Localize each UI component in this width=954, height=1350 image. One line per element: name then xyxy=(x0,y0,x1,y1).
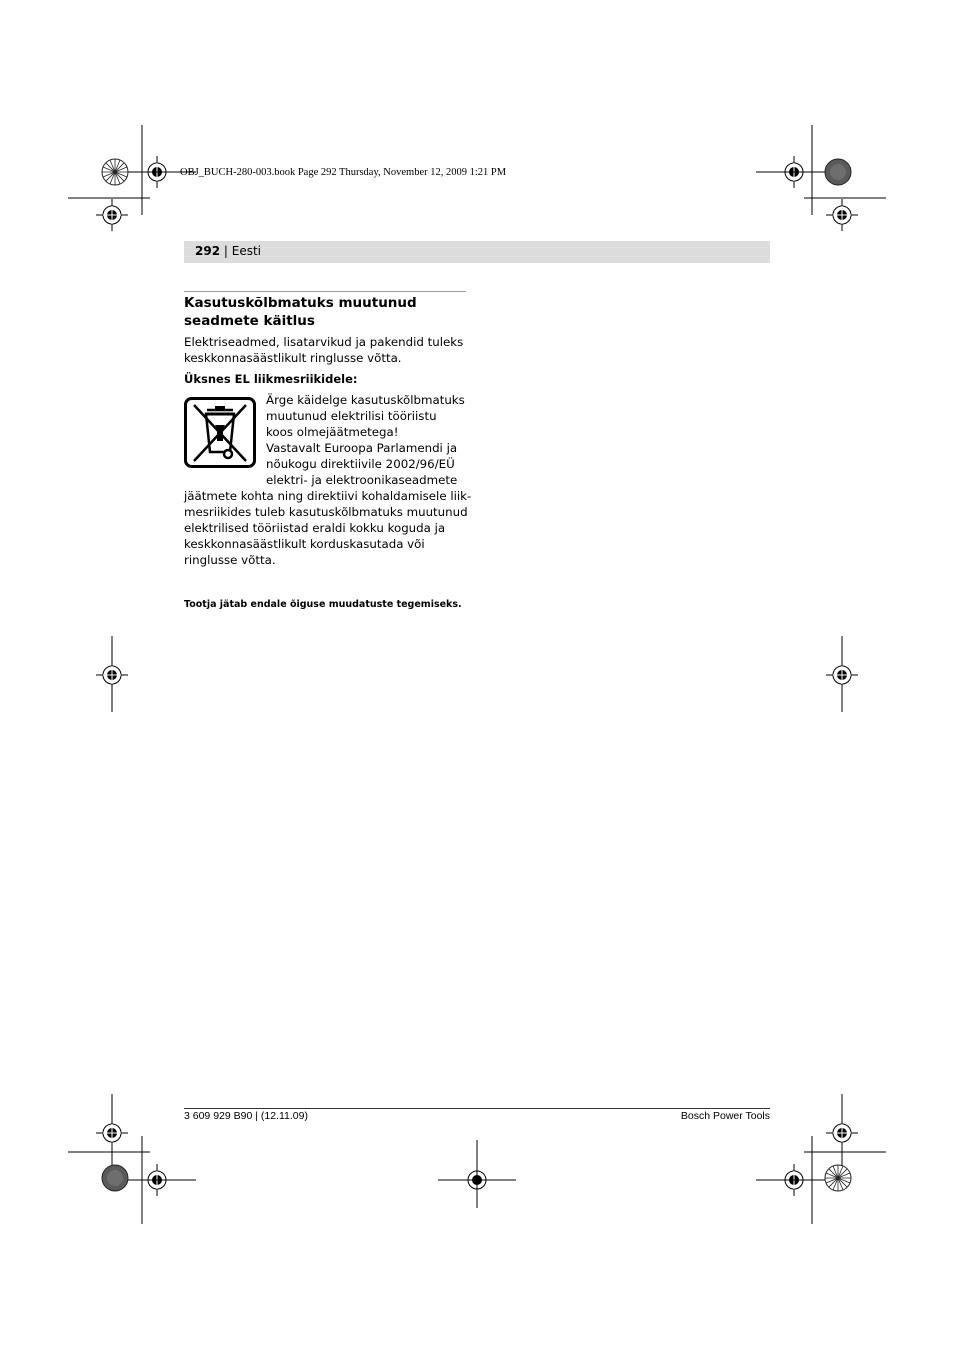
page-header xyxy=(195,244,261,258)
page-header-bar xyxy=(184,241,770,263)
intro-paragraph xyxy=(184,334,474,366)
text-line: jäätmete kohta ning direktiivi kohaldamisele liik- xyxy=(184,489,472,503)
section-title xyxy=(184,294,469,330)
text-line: koos olmejäätmetega! xyxy=(266,425,399,439)
footer-rule xyxy=(184,1108,770,1109)
text-line: ringlusse võtta. xyxy=(184,553,276,567)
footer-brand: Bosch Power Tools xyxy=(680,1110,770,1122)
text-line: keskkonnasäästlikult korduskasutada või xyxy=(184,537,425,551)
header-separator: | xyxy=(220,244,232,258)
eu-label: Üksnes EL liikmesriikidele: xyxy=(184,372,358,386)
text-line: Ärge käidelge kasutuskõlbmatuks xyxy=(266,393,465,407)
section-title-line: seadmete käitlus xyxy=(184,313,315,329)
text-line: keskkonnasäästlikult ringlusse võtta. xyxy=(184,351,402,365)
weee-notice-continued xyxy=(184,488,476,568)
page-number: 292 xyxy=(195,244,221,258)
text-line: nõukogu direktiivile 2002/96/EÜ xyxy=(266,457,455,471)
crossed-out-wheelie-bin-icon xyxy=(184,397,256,468)
text-line: elektrilised tööriistad eraldi kokku koguda ja xyxy=(184,521,446,535)
text-line: elektri- ja elektroonikaseadmete xyxy=(266,473,458,487)
crop-lines xyxy=(68,125,886,1224)
book-meta-line: OBJ_BUCH-280-003.book Page 292 Thursday, November 12, 2009 1:21 PM xyxy=(180,167,507,178)
section-title-line: Kasutuskõlbmatuks muutunud xyxy=(184,295,417,311)
text-line: Elektriseadmed, lisatarvikud ja pakendid tuleks xyxy=(184,335,464,349)
header-language: Eesti xyxy=(231,244,261,258)
section-rule xyxy=(184,291,466,292)
footer-doc-number: 3 609 929 B90 | (12.11.09) xyxy=(184,1110,308,1122)
weee-notice-side xyxy=(266,392,476,488)
text-line: Vastavalt Euroopa Parlamendi ja xyxy=(266,441,458,455)
text-line: mesriikides tuleb kasutuskõlbmatuks muutunud xyxy=(184,505,468,519)
text-line: muutunud elektrilisi tööriistu xyxy=(266,409,437,423)
manufacturer-notice: Tootja jätab endale õiguse muudatuste tegemiseks. xyxy=(184,599,462,610)
